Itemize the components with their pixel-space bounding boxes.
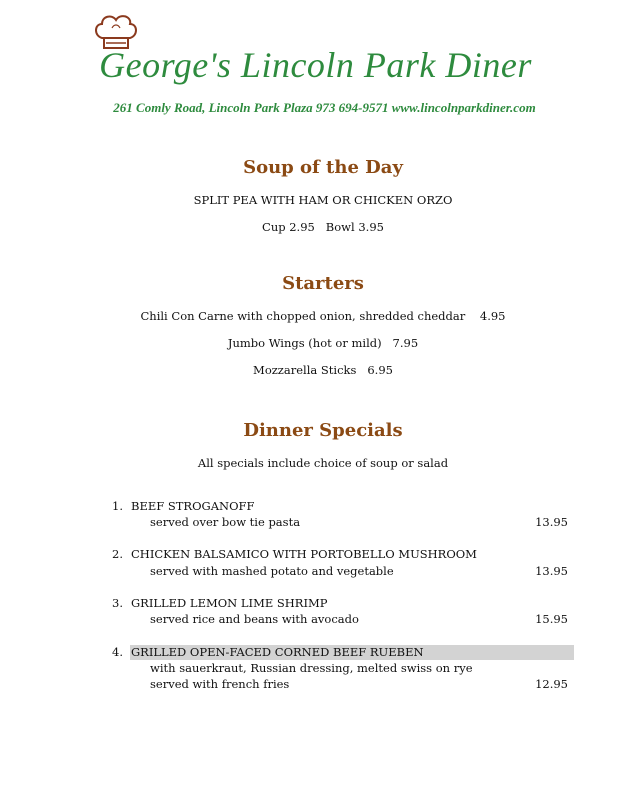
special-title: BEEF STROGANOFF bbox=[131, 499, 255, 513]
special-description: served with mashed potato and vegetable bbox=[150, 564, 394, 578]
starter-item: Chili Con Carne with chopped onion, shredded cheddar 4.95 bbox=[140, 309, 506, 323]
starter-item: Mozzarella Sticks 6.95 bbox=[253, 363, 393, 377]
starter-item: Jumbo Wings (hot or mild) 7.95 bbox=[227, 336, 419, 350]
special-number: 4. bbox=[112, 645, 123, 659]
special-title: CHICKEN BALSAMICO WITH PORTOBELLO MUSHROOM bbox=[131, 547, 477, 561]
special-number: 2. bbox=[112, 547, 123, 561]
soup-heading: Soup of the Day bbox=[243, 157, 403, 178]
specials-note: All specials include choice of soup or salad bbox=[197, 456, 449, 470]
special-description: served rice and beans with avocado bbox=[150, 612, 359, 626]
starters-heading: Starters bbox=[282, 273, 364, 294]
soup-sizes: Cup 2.95 Bowl 3.95 bbox=[262, 220, 384, 234]
diner-name: George's Lincoln Park Diner bbox=[99, 45, 532, 85]
special-number: 1. bbox=[112, 499, 123, 513]
special-title: GRILLED LEMON LIME SHRIMP bbox=[131, 596, 328, 610]
special-price: 13.95 bbox=[535, 564, 568, 578]
special-description: served over bow tie pasta bbox=[150, 515, 301, 529]
soup-name: SPLIT PEA WITH HAM OR CHICKEN ORZO bbox=[193, 193, 453, 207]
special-number: 3. bbox=[112, 596, 123, 610]
specials-heading: Dinner Specials bbox=[243, 420, 403, 441]
diner-address: 261 Comly Road, Lincoln Park Plaza 973 694-9571 www.lincolnparkdiner.com bbox=[113, 100, 536, 115]
special-description: with sauerkraut, Russian dressing, melted swiss on rye bbox=[150, 661, 473, 675]
special-price: 13.95 bbox=[535, 515, 568, 529]
special-title: GRILLED OPEN-FACED CORNED BEEF RUEBEN bbox=[131, 645, 424, 659]
special-price: 12.95 bbox=[535, 677, 568, 691]
special-price: 15.95 bbox=[535, 612, 568, 626]
special-description: served with french fries bbox=[150, 677, 290, 691]
